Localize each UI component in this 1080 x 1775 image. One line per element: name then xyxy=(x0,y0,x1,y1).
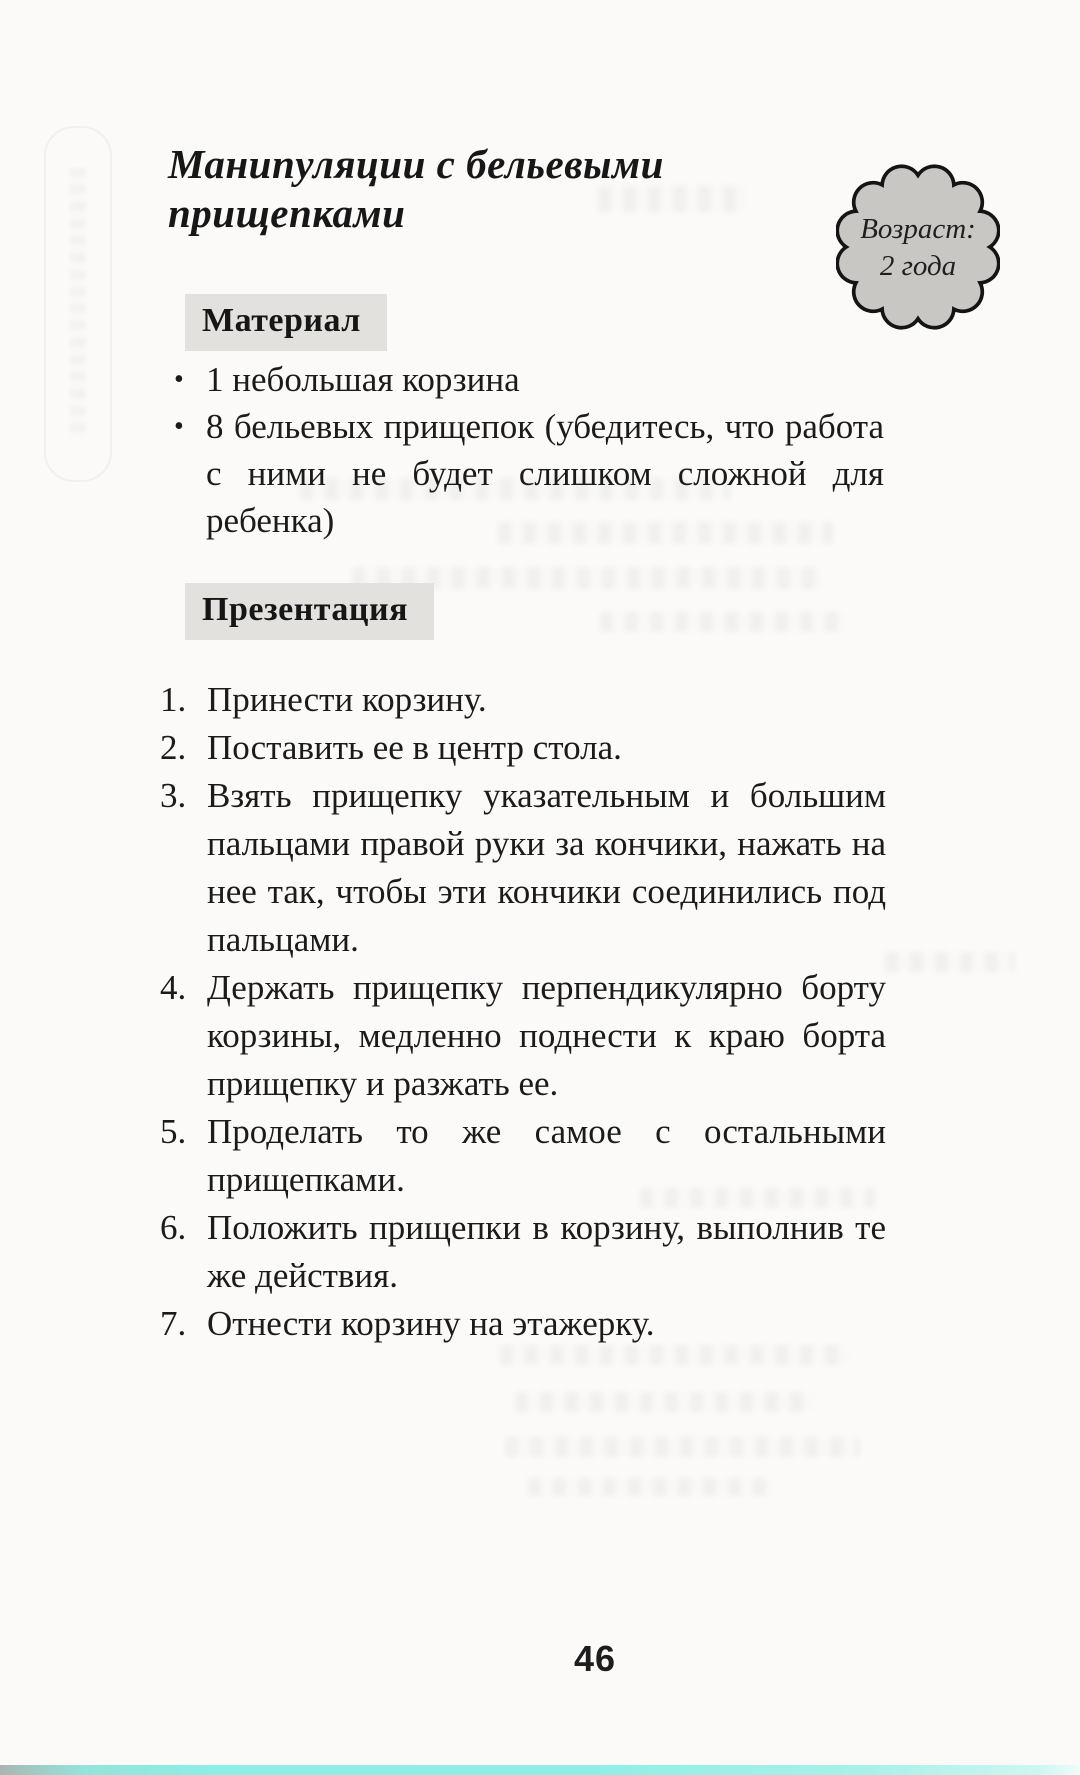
page-title: Манипуляции с бельевыми прищепками xyxy=(168,141,664,237)
list-item xyxy=(160,724,886,772)
step-text: Поставить ее в центр стола. xyxy=(207,728,622,767)
step-text: Держать прищепку перпендикулярно борту корзины, медленно поднести к краю борта прищепку и разжать ее. xyxy=(207,968,886,1103)
bullet-icon: • xyxy=(174,364,184,395)
list-item xyxy=(160,1204,886,1300)
age-badge-value: 2 года xyxy=(879,250,957,282)
scan-artifact xyxy=(600,612,845,632)
list-item xyxy=(160,1108,886,1204)
step-number: 2. xyxy=(160,728,187,767)
step-text: Принести корзину. xyxy=(207,680,487,719)
scan-artifact xyxy=(500,1345,850,1365)
list-item xyxy=(160,356,884,403)
step-text: Отнести корзину на этажерку. xyxy=(207,1304,655,1343)
list-item xyxy=(160,676,886,724)
step-number: 6. xyxy=(160,1208,187,1247)
scan-artifact xyxy=(515,1392,815,1412)
step-number: 3. xyxy=(160,776,187,815)
step-text: Положить прищепки в корзину, выполнив те же действия. xyxy=(207,1208,886,1295)
list-item-text: 1 небольшая корзина xyxy=(206,360,520,399)
age-badge xyxy=(836,164,1000,330)
list-item xyxy=(160,403,884,544)
step-number: 4. xyxy=(160,968,187,1007)
materials-list xyxy=(160,356,884,544)
step-text: Взять прищепку указательным и большим пальцами правой руки за кончики, нажать на нее так, чтобы эти кончики соединились под пальцами. xyxy=(207,776,886,959)
list-item xyxy=(160,1300,886,1348)
step-text: Проделать то же самое с остальными прищепками. xyxy=(207,1112,886,1199)
scan-artifact xyxy=(505,1437,860,1457)
scan-artifact xyxy=(528,1478,773,1496)
page-number: 46 xyxy=(573,1638,617,1679)
age-badge-label: Возраст: xyxy=(860,213,976,245)
age-badge-text xyxy=(836,164,1000,330)
step-number: 1. xyxy=(160,680,187,719)
list-item-text: 8 бельевых прищепок (убедитесь, что работа с ними не будет слишком сложной для ребенка) xyxy=(206,407,884,540)
scan-artifact xyxy=(885,952,1015,972)
presentation-steps-list xyxy=(160,676,886,1348)
accent-bar xyxy=(0,1765,1080,1775)
materials-heading: Материал xyxy=(185,294,387,351)
list-item xyxy=(160,772,886,964)
list-item xyxy=(160,964,886,1108)
margin-ghost-tab xyxy=(44,126,112,482)
step-number: 7. xyxy=(160,1304,187,1343)
presentation-heading: Презентация xyxy=(185,583,434,640)
step-number: 5. xyxy=(160,1112,187,1151)
bullet-icon: • xyxy=(174,411,184,442)
